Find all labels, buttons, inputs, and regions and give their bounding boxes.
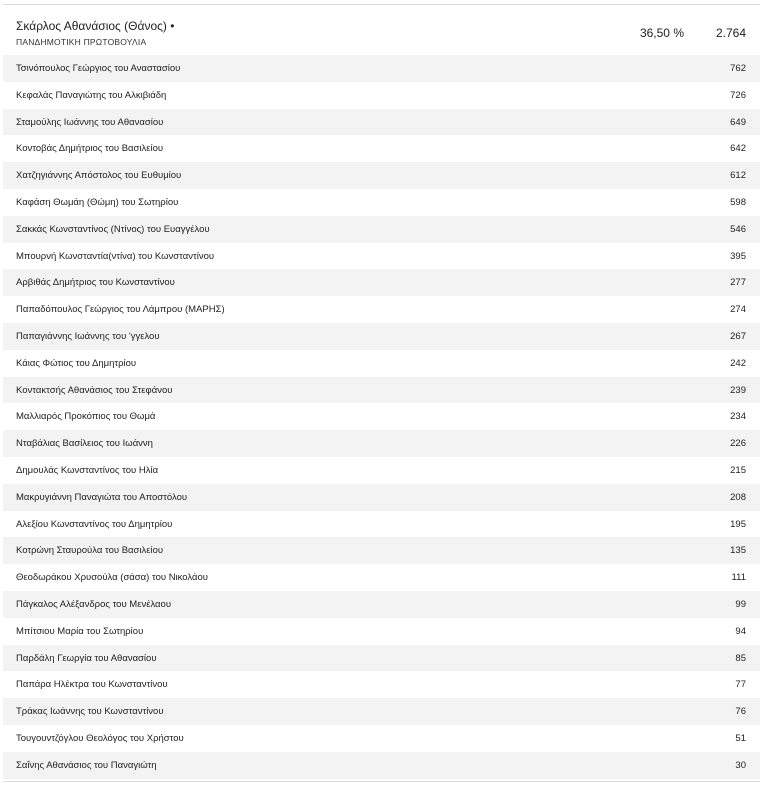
leader-header: [3, 5, 760, 55]
candidate-votes: 395: [730, 250, 746, 262]
candidate-row: [3, 752, 760, 779]
candidate-votes: 234: [730, 411, 746, 423]
candidate-votes: 649: [730, 116, 746, 128]
candidate-row: [3, 350, 760, 377]
candidate-name: Τουγουντζόγλου Θεολόγος του Χρήστου: [16, 732, 184, 744]
candidate-name: Κοντακτσής Αθανάσιος του Στεφάνου: [16, 384, 173, 396]
candidate-votes: 242: [730, 357, 746, 369]
candidate-votes: 195: [730, 518, 746, 530]
candidate-votes: 642: [730, 143, 746, 155]
candidate-votes: 726: [730, 89, 746, 101]
candidate-votes: 267: [730, 330, 746, 342]
candidate-row: [3, 323, 760, 350]
candidate-votes: 546: [730, 223, 746, 235]
candidate-row: [3, 377, 760, 404]
candidate-row: [3, 725, 760, 752]
candidate-votes: 76: [735, 706, 746, 718]
candidate-name: Μπίτσιου Μαρία του Σωτηρίου: [16, 625, 144, 637]
candidate-votes: 51: [735, 732, 746, 744]
candidate-name: Αλεξίου Κωνσταντίνος του Δημητρίου: [16, 518, 173, 530]
candidate-row: [3, 82, 760, 109]
candidate-votes: 215: [730, 464, 746, 476]
candidate-votes: 111: [731, 572, 746, 584]
leader-name: Σκάρλος Αθανάσιος (Θάνος) •: [16, 19, 175, 33]
candidate-row: [3, 484, 760, 511]
candidate-votes: 99: [735, 598, 746, 610]
candidate-name: Σακκάς Κωνσταντίνος (Ντίνος) του Ευαγγέλου: [16, 223, 210, 235]
candidate-name: Παρδάλη Γεωργία του Αθανασίου: [16, 652, 157, 664]
candidate-row: [3, 671, 760, 698]
candidate-name: Παπαδόπουλος Γεώργιος του Λάμπρου (ΜΑΡΗΣ): [16, 304, 225, 316]
candidate-row: [3, 109, 760, 136]
candidate-row: [3, 269, 760, 296]
candidate-row: [3, 591, 760, 618]
candidate-row: [3, 511, 760, 538]
candidate-row: [3, 618, 760, 645]
candidate-row: [3, 216, 760, 243]
candidate-name: Κοντοβάς Δημήτριος του Βασιλείου: [16, 143, 164, 155]
candidate-name: Κάιας Φώτιος του Δημητρίου: [16, 357, 137, 369]
candidate-name: Τράκας Ιωάννης του Κωνσταντίνου: [16, 706, 164, 718]
leader-total-votes: 2.764: [715, 26, 746, 40]
candidate-name: Αρβιθάς Δημήτριος του Κωνσταντίνου: [16, 277, 175, 289]
candidate-votes: 77: [735, 679, 746, 691]
candidate-name: Χατζηγιάννης Απόστολος του Ευθυμίου: [16, 170, 182, 182]
candidate-votes: 85: [735, 652, 746, 664]
candidate-name: Μακρυγιάννη Παναγιώτα του Αποστόλου: [16, 491, 188, 503]
candidate-row: [3, 296, 760, 323]
candidate-name: Σαΐνης Αθανάσιος του Παναγιώτη: [16, 759, 157, 771]
candidate-votes: 226: [730, 438, 746, 450]
candidate-row: [3, 243, 760, 270]
candidate-name: Νταβάλιας Βασίλειος του Ιωάννη: [16, 438, 153, 450]
candidate-row: [3, 645, 760, 672]
candidate-row: [3, 698, 760, 725]
candidate-row: [3, 564, 760, 591]
candidate-name: Δημουλάς Κωνσταντίνος του Ηλία: [16, 464, 159, 476]
candidate-votes: 612: [730, 170, 746, 182]
candidate-name: Τσινόπουλος Γεώργιος του Αναστασίου: [16, 63, 181, 74]
candidate-votes: 135: [730, 545, 746, 557]
candidate-row: [3, 457, 760, 484]
candidate-name: Παπαγιάννης Ιωάννης του 'γγελου: [16, 330, 160, 342]
candidate-row: [3, 55, 760, 82]
candidate-row: [3, 189, 760, 216]
candidate-votes: 762: [730, 63, 746, 74]
bottom-divider: [3, 781, 760, 782]
candidate-votes: 94: [735, 625, 746, 637]
candidate-name: Κοτρώνη Σταυρούλα του Βασιλείου: [16, 545, 164, 557]
candidate-name: Πάγκαλος Αλέξανδρος του Μενέλαου: [16, 598, 172, 610]
candidate-name: Παπάρα Ηλέκτρα του Κωνσταντίνου: [16, 679, 168, 691]
candidate-name: Κεφαλάς Παναγιώτης του Αλκιβιάδη: [16, 89, 167, 101]
party-name: ΠΑΝΔΗΜΟΤΙΚΗ ΠΡΩΤΟΒΟΥΛΙΑ: [16, 37, 147, 47]
candidate-list: [3, 55, 760, 779]
candidate-name: Καφάση Θωμάη (Θώμη) του Σωτηρίου: [16, 196, 179, 208]
candidate-row: [3, 403, 760, 430]
candidate-name: Μπουρνή Κωνσταντία(ντίνα) του Κωνσταντίνου: [16, 250, 215, 262]
candidate-row: [3, 537, 760, 564]
candidate-row: [3, 430, 760, 457]
candidate-name: Μαλλιαρός Προκόπιος του Θωμά: [16, 411, 156, 423]
candidate-name: Σταμούλης Ιωάννης του Αθανασίου: [16, 116, 164, 128]
candidate-votes: 239: [730, 384, 746, 396]
candidate-row: [3, 162, 760, 189]
candidate-votes: 277: [730, 277, 746, 289]
candidate-row: [3, 135, 760, 162]
candidate-name: Θεοδωράκου Χρυσούλα (σάσα) του Νικολάου: [16, 572, 208, 584]
candidate-votes: 208: [730, 491, 746, 503]
candidate-votes: 30: [735, 759, 746, 771]
candidate-votes: 274: [730, 304, 746, 316]
leader-percentage: 36,50 %: [639, 26, 684, 40]
candidate-votes: 598: [730, 196, 746, 208]
